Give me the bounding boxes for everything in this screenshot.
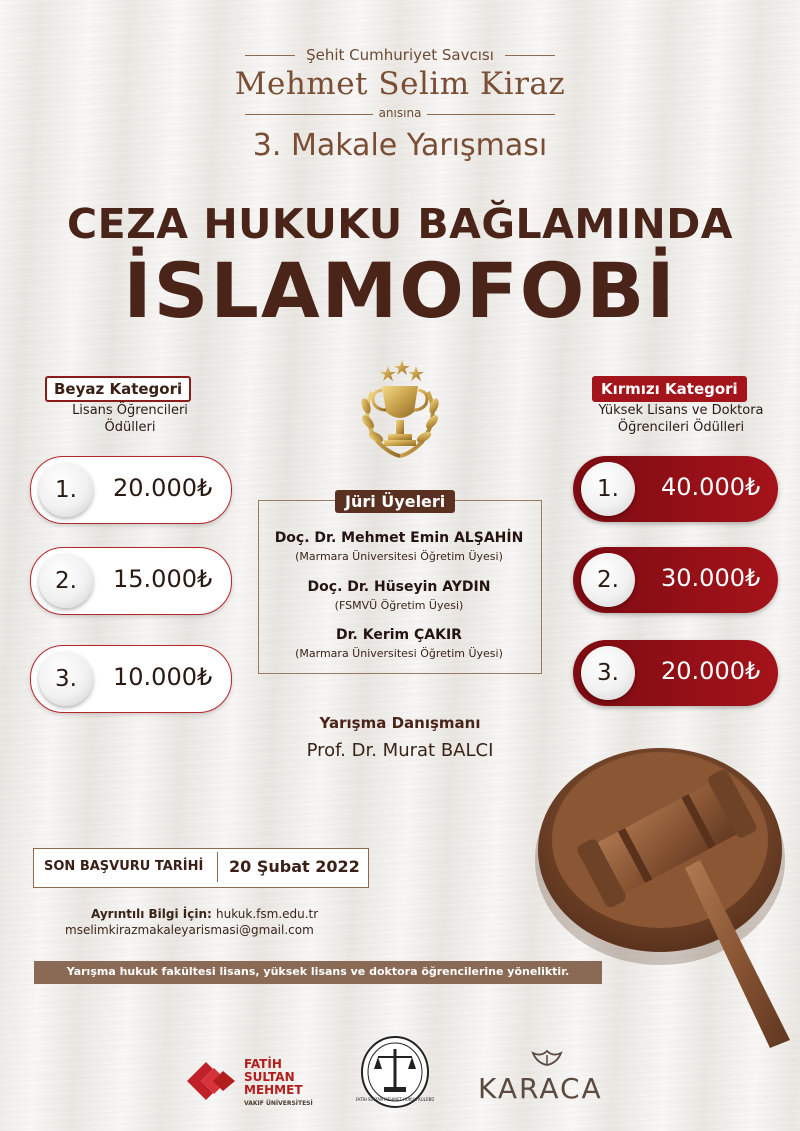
club-seal-text: FATİH SULTAN MEHMET HUKUK KULÜBÜ (355, 1097, 435, 1102)
fsm-logo-line1: FATİH (244, 1057, 282, 1071)
jury-member-1-name: Doç. Dr. Mehmet Emin ALŞAHİN (274, 530, 524, 546)
advisor-label: Yarışma Danışmanı (319, 714, 481, 732)
prize-amount: 30.000₺ (661, 564, 761, 592)
white-category-badge: Beyaz Kategori (45, 376, 191, 402)
red-category-subtitle (565, 402, 797, 436)
red-category-subtitle-line2: Öğrencileri Ödülleri (617, 420, 745, 435)
white-category-subtitle-line1: Lisans Öğrencileri (72, 403, 188, 418)
white-category-subtitle-line2: Ödülleri (104, 420, 156, 435)
prize-rank: 3. (581, 646, 635, 700)
advisor-name: Prof. Dr. Murat BALCI (306, 740, 494, 761)
fsm-logo-line3: MEHMET (244, 1083, 303, 1097)
deadline-label: SON BAŞVURU TARİHİ (44, 859, 204, 874)
gavel-illustration (525, 740, 800, 1050)
karaca-logo-icon (527, 1047, 567, 1069)
eligibility-banner-text: Yarışma hukuk fakültesi lisans, yüksek lisans ve doktora öğrencilerine yöneliktir. (66, 965, 570, 978)
contact-email[interactable]: mselimkirazmakaleyarismasi@gmail.com (65, 923, 314, 937)
prize-rank: 3. (39, 652, 93, 706)
prize-amount: 20.000₺ (661, 657, 761, 685)
prize-rank: 1. (39, 463, 93, 517)
topic-title: İSLAMOFOBİ (123, 246, 677, 335)
prize-rank: 2. (581, 553, 635, 607)
red-category-subtitle-line1: Yüksek Lisans ve Doktora (598, 403, 764, 418)
red-prize-1 (573, 456, 778, 522)
jury-member-1-affiliation: (Marmara Üniversitesi Öğretim Üyesi) (295, 550, 503, 563)
prize-amount: 15.000₺ (113, 565, 213, 593)
contact-label: Ayrıntılı Bilgi İçin: (91, 907, 212, 921)
white-prize-1 (30, 456, 232, 524)
edition-title: 3. Makale Yarışması (252, 128, 548, 163)
white-prize-2 (30, 547, 232, 615)
jury-member-2-affiliation: (FSMVÜ Öğretim Üyesi) (334, 599, 464, 612)
in-memory-label: anısına (378, 106, 422, 120)
club-seal-icon (355, 1035, 435, 1110)
memorial-line: Şehit Cumhuriyet Savcısı (306, 46, 494, 64)
white-category-subtitle (30, 402, 230, 436)
deadline-date: 20 Şubat 2022 (229, 857, 360, 876)
prize-amount: 40.000₺ (661, 473, 761, 501)
jury-member-3-affiliation: (Marmara Üniversitesi Öğretim Üyesi) (295, 647, 503, 660)
white-prize-3 (30, 645, 232, 713)
trophy-icon (342, 362, 458, 462)
prize-amount: 10.000₺ (113, 663, 213, 691)
prize-rank: 2. (39, 554, 93, 608)
jury-member-3-name: Dr. Kerim ÇAKIR (336, 627, 462, 643)
contact-url[interactable]: hukuk.fsm.edu.tr (216, 907, 319, 921)
prize-rank: 1. (581, 462, 635, 516)
fsm-logo-line4: VAKIF ÜNİVERSİTESİ (244, 1100, 313, 1107)
main-title: CEZA HUKUKU BAĞLAMINDA (66, 200, 734, 248)
deadline-divider (217, 852, 218, 882)
red-category-badge: Kırmızı Kategori (592, 376, 747, 402)
honoree-name: Mehmet Selim Kiraz (234, 66, 566, 102)
jury-member-2-name: Doç. Dr. Hüseyin AYDIN (307, 579, 491, 595)
prize-amount: 20.000₺ (113, 474, 213, 502)
red-prize-3 (573, 640, 778, 706)
karaca-logo-text: KARACA (478, 1072, 603, 1105)
red-prize-2 (573, 547, 778, 613)
fsm-logo-icon (183, 1058, 239, 1104)
jury-badge: Jüri Üyeleri (335, 490, 455, 513)
fsm-logo-line2: SULTAN (244, 1070, 295, 1084)
